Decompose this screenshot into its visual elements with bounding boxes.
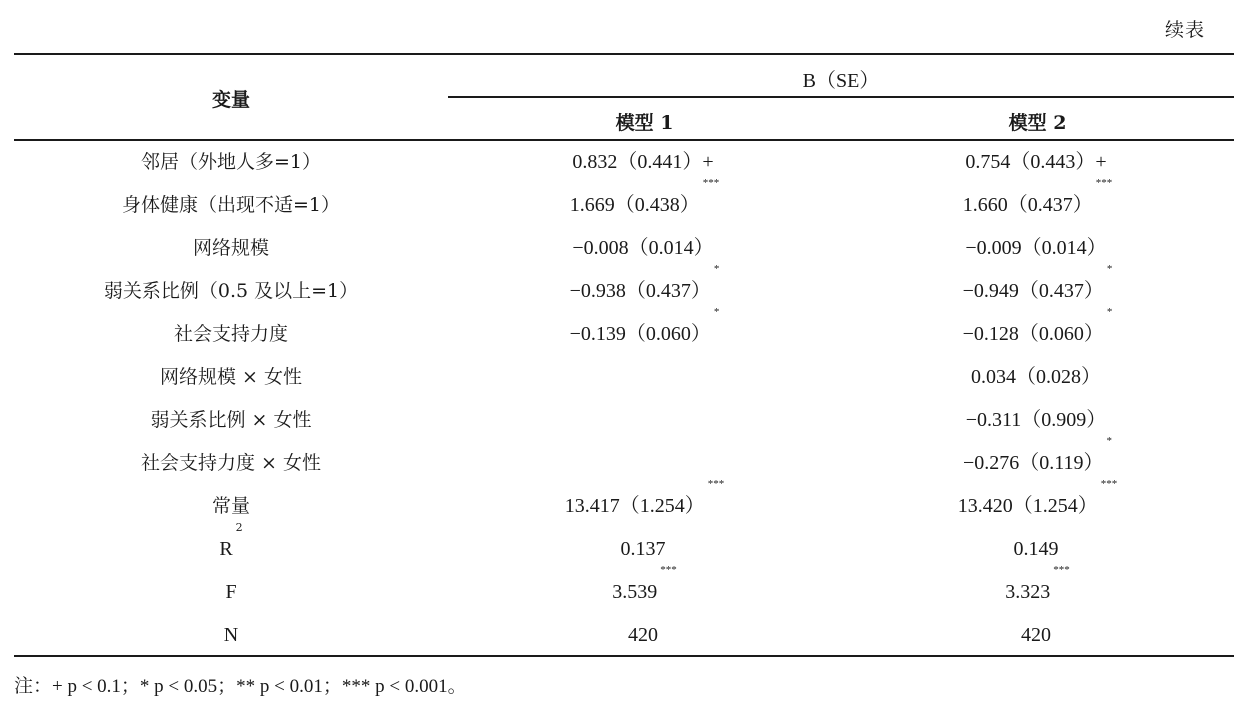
table-row bbox=[14, 614, 1234, 657]
table-row bbox=[14, 478, 1234, 528]
table-footnote: 注：+ p < 0.1；* p < 0.05；** p < 0.01；*** p < 0.001。 bbox=[14, 676, 467, 697]
model1-cell: 420 bbox=[628, 624, 658, 646]
variable-header: 变量 bbox=[211, 89, 250, 111]
variable-cell: 弱关系比例（0.5 及以上=1） bbox=[103, 280, 359, 302]
model2-cell: 420 bbox=[1021, 624, 1051, 646]
model2-cell: 1.660（0.437）*** bbox=[962, 177, 1113, 216]
table-row bbox=[14, 306, 1234, 356]
variable-cell: 社会支持力度 × 女性 bbox=[141, 452, 321, 474]
model1-cell bbox=[448, 399, 841, 442]
model2-cell: −0.949（0.437）* bbox=[962, 263, 1113, 302]
model2-cell: 0.754（0.443）+ bbox=[965, 151, 1107, 173]
table-row bbox=[14, 521, 1234, 571]
table-row bbox=[14, 227, 1234, 270]
model2-cell: 0.149 bbox=[1013, 538, 1059, 560]
variable-cell: 社会支持力度 bbox=[173, 323, 288, 345]
model2-header: 模型 2 bbox=[1008, 112, 1067, 134]
top-rule bbox=[14, 53, 1234, 55]
variable-cell: 邻居（外地人多=1） bbox=[140, 151, 321, 173]
model1-cell: 0.832（0.441）+ bbox=[572, 151, 714, 173]
model1-cell: 13.417（1.254）*** bbox=[564, 478, 725, 517]
variable-cell: 弱关系比例 × 女性 bbox=[150, 409, 312, 431]
variable-cell: 身体健康（出现不适=1） bbox=[121, 194, 340, 216]
table-row bbox=[14, 435, 1234, 485]
continued-table-label: 续表 bbox=[1164, 19, 1205, 41]
model2-cell: −0.128（0.060）* bbox=[962, 306, 1113, 345]
model2-cell: 13.420（1.254）*** bbox=[957, 478, 1118, 517]
variable-cell: 网络规模 bbox=[192, 237, 269, 259]
model1-cell bbox=[448, 356, 841, 399]
table-row bbox=[14, 564, 1234, 614]
table-row bbox=[14, 356, 1234, 399]
model2-cell: −0.311（0.909） bbox=[965, 409, 1107, 431]
variable-cell: F bbox=[225, 581, 237, 603]
table-body bbox=[14, 141, 1234, 657]
model2-cell: 0.034（0.028） bbox=[971, 366, 1101, 388]
model1-cell: 1.669（0.438）*** bbox=[569, 177, 720, 216]
coefficient-group-header: B（SE） bbox=[802, 70, 880, 92]
model1-cell: 0.137 bbox=[620, 538, 666, 560]
table-row bbox=[14, 141, 1234, 184]
model1-header: 模型 1 bbox=[615, 112, 674, 134]
model1-cell bbox=[448, 442, 841, 485]
model2-cell: 3.323*** bbox=[1005, 564, 1070, 603]
group-rule bbox=[448, 96, 1234, 98]
variable-cell: 常量 bbox=[211, 495, 250, 517]
model2-cell: −0.009（0.014） bbox=[965, 237, 1107, 259]
model2-cell: −0.276（0.119）* bbox=[962, 435, 1113, 474]
variable-cell: $R^2$ bbox=[219, 521, 243, 560]
bottom-rule bbox=[14, 655, 1234, 657]
model1-cell: 3.539*** bbox=[612, 564, 677, 603]
model1-cell: −0.008（0.014） bbox=[572, 237, 714, 259]
model1-cell: −0.938（0.437）* bbox=[569, 263, 720, 302]
model1-cell: −0.139（0.060）* bbox=[569, 306, 720, 345]
table-row bbox=[14, 399, 1234, 442]
variable-cell: 网络规模 × 女性 bbox=[160, 366, 302, 388]
variable-cell: N bbox=[223, 624, 239, 646]
table-row bbox=[14, 177, 1234, 227]
table-row bbox=[14, 263, 1234, 313]
